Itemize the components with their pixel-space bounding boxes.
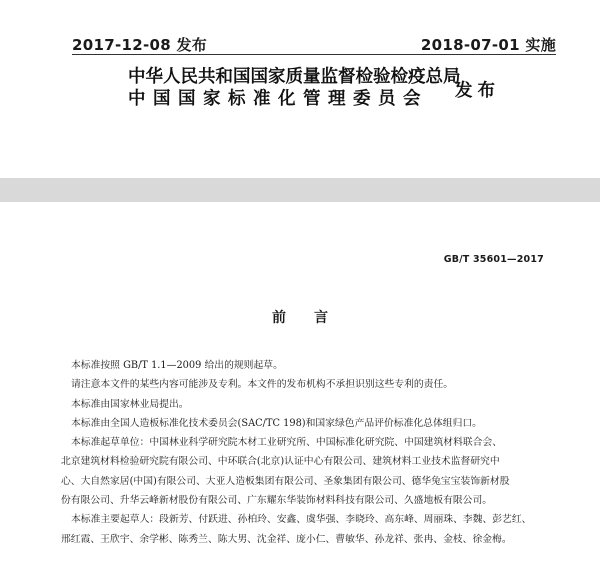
paragraph-drafting-units-line-1: 本标准起草单位：中国林业科学研究院木材工业研究所、中国标准化研究院、中国建筑材料联合会、 — [71, 437, 503, 449]
cover-header — [0, 0, 600, 175]
paragraph-drafters-line-1: 本标准主要起草人：段新芳、付跃进、孙柏玲、安鑫、虞华强、李晓玲、高东峰、周丽珠、李魏、彭艺红、 — [71, 514, 532, 526]
paragraph-drafting-rules: 本标准按照 GB/T 1.1—2009 给出的规则起草。 — [71, 360, 283, 371]
paragraph-administration: 本标准由全国人造板标准化技术委员会(SAC/TC 198)和国家绿色产品评价标准化总体组归口。 — [71, 417, 482, 429]
issuer-aqsiq: 中华人民共和国国家质量监督检验检疫总局 — [128, 67, 461, 87]
paragraph-drafters-line-2: 邢红霞、王欣宇、余学彬、陈秀兰、陈大男、沈金祥、庞小仁、曹敏华、孙龙祥、张冉、金枝、徐金梅。 — [61, 533, 512, 545]
paragraph-drafting-units-line-4: 份有限公司、升华云峰新材股份有限公司、广东耀东华装饰材料科技有限公司、久盛地板有限公司。 — [61, 495, 493, 507]
issuing-authorities — [128, 66, 461, 110]
paragraph-proposer: 本标准由国家林业局提出。 — [71, 398, 189, 410]
paragraph-patent-notice: 请注意本文件的某些内容可能涉及专利。本文件的发布机构不承担识别这些专利的责任。 — [71, 379, 454, 391]
page-separator — [0, 178, 600, 202]
header-rule — [72, 54, 556, 55]
paragraph-drafting-units-line-2: 北京建筑材料检验研究院有限公司、中环联合(北京)认证中心有限公司、建筑材料工业技术监督研究中 — [61, 456, 500, 468]
foreword-page — [0, 202, 600, 583]
date-row — [0, 34, 600, 54]
implement-date: 2018-07-01 实施 — [420, 36, 556, 54]
paragraph-drafting-units-line-3: 心、大自然家居(中国)有限公司、大亚人造板集团有限公司、圣象集团有限公司、德华兔宝宝装饰新材股 — [61, 475, 510, 487]
issuer-sac: 中国国家标准化管理委员会 — [128, 89, 428, 109]
page-title: 前言 — [272, 310, 356, 326]
foreword-body — [61, 356, 542, 549]
publish-label: 发布 — [455, 81, 500, 101]
standard-number: GB/T 35601—2017 — [443, 254, 544, 265]
publish-date: 2017-12-08 发布 — [72, 36, 208, 54]
